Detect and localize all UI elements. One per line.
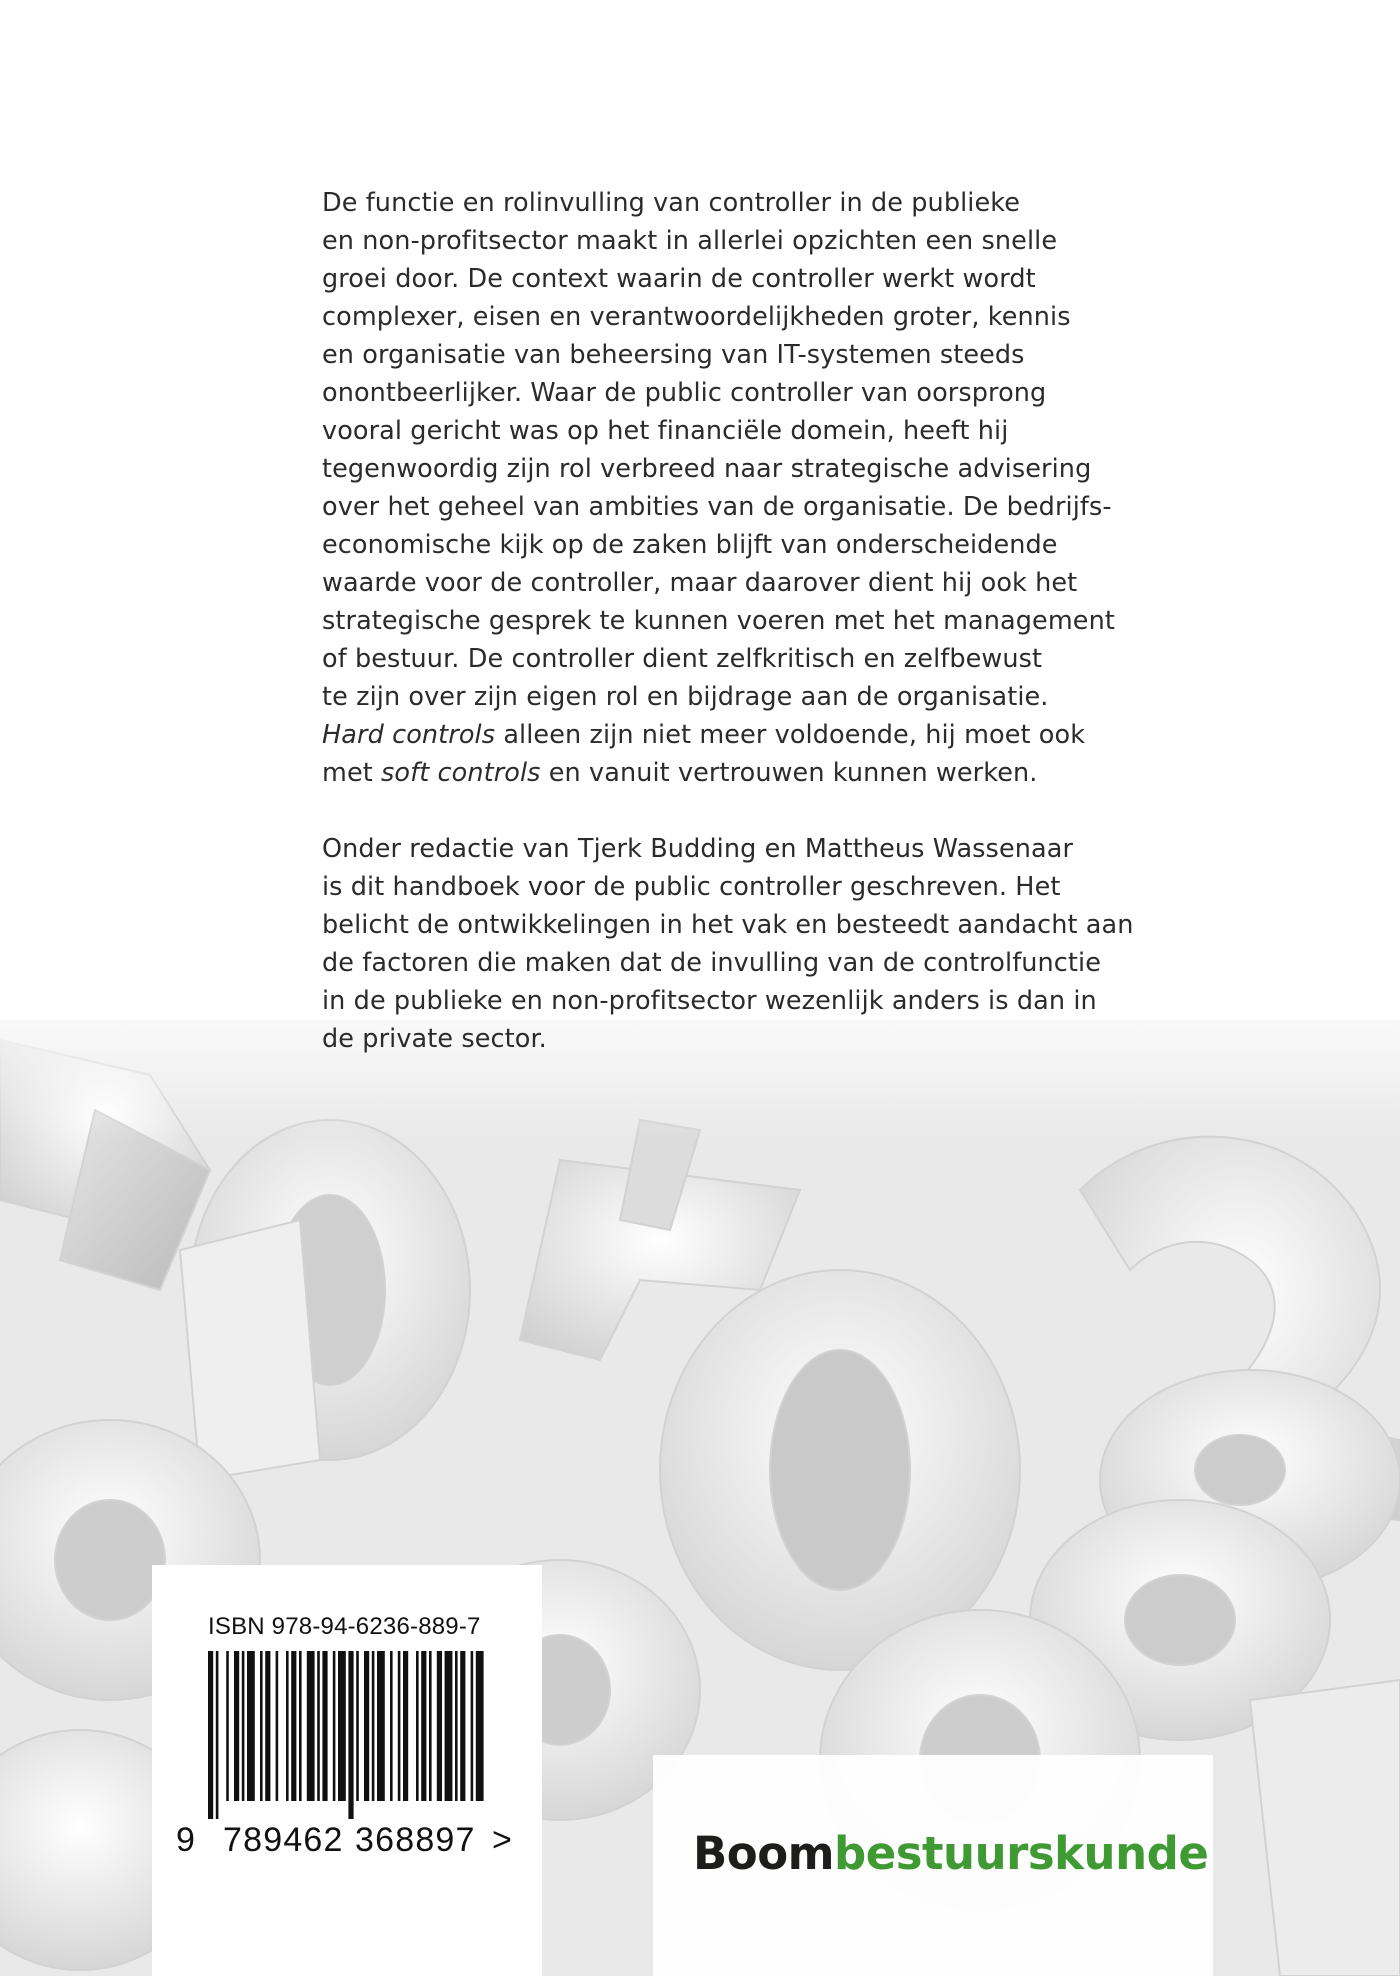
publisher-logo-bestuurskunde: bestuurskunde	[834, 1827, 1209, 1880]
blurb-line: economische kijk op de zaken blijft van onderscheidende	[322, 530, 1058, 560]
barcode-bar	[216, 1651, 219, 1819]
barcode-bar	[429, 1651, 432, 1801]
blurb-line: of bestuur. De controller dient zelfkritisch en zelfbewust	[322, 644, 1043, 674]
blurb-line: te zijn over zijn eigen rol en bijdrage aan de organisatie.	[322, 682, 1049, 712]
barcode-bar	[390, 1651, 393, 1801]
barcode-bar	[260, 1651, 263, 1801]
blurb-line: belicht de ontwikkelingen in het vak en besteedt aandacht aan	[322, 910, 1134, 940]
barcode-bar	[247, 1651, 255, 1801]
soft-controls-term: soft controls	[381, 758, 541, 788]
blurb-line: en organisatie van beheersing van IT-systemen steeds	[322, 340, 1025, 370]
barcode-bar	[291, 1651, 296, 1801]
isbn-label: ISBN 978-94-6236-889-7	[208, 1613, 481, 1640]
blurb-line: groei door. De context waarin de controller werkt wordt	[322, 264, 1036, 294]
barcode-bar	[307, 1651, 315, 1801]
blurb-line-text: met	[322, 758, 382, 788]
publisher-logo	[693, 1827, 1208, 1880]
barcode-first-digit: 9	[176, 1821, 197, 1859]
barcode-bar	[226, 1651, 229, 1801]
blurb-line: Onder redactie van Tjerk Budding en Mattheus Wassenaar	[322, 834, 1074, 864]
barcode-bar	[460, 1651, 465, 1801]
blurb-line: vooral gericht was op het financiële domein, heeft hij	[322, 416, 1009, 446]
barcode-bar	[421, 1651, 426, 1801]
barcode-icon	[208, 1651, 488, 1819]
barcode-bar	[398, 1651, 401, 1801]
blurb-line: onontbeerlijker. Waar de public controller van oorsprong	[322, 378, 1047, 408]
barcode-bar	[377, 1651, 385, 1801]
barcode-bar	[286, 1651, 289, 1801]
back-cover-blurb	[322, 184, 1182, 1096]
hard-controls-term: Hard controls	[322, 720, 496, 750]
blurb-line	[322, 716, 1182, 754]
barcode-bar	[338, 1651, 346, 1801]
blurb-line: de factoren die maken dat de invulling van de controlfunctie	[322, 948, 1101, 978]
barcode-bar	[322, 1651, 327, 1801]
barcode-bar	[416, 1651, 419, 1801]
publisher-logo-panel	[653, 1755, 1213, 1976]
barcode-bar	[364, 1651, 369, 1801]
blurb-line: strategische gesprek te kunnen voeren met het management	[322, 606, 1115, 636]
barcode-bar	[265, 1651, 270, 1801]
barcode-left-digits: 789462	[223, 1821, 344, 1859]
barcode-bar	[455, 1651, 458, 1801]
barcode-end-mark: >	[492, 1821, 514, 1859]
barcode-bar	[242, 1651, 245, 1801]
blurb-line: is dit handboek voor de public controller geschreven. Het	[322, 872, 1061, 902]
barcode-bar	[403, 1651, 408, 1801]
publisher-logo-boom: Boom	[693, 1827, 835, 1880]
blurb-paragraph-2	[322, 830, 1182, 1058]
blurb-line: waarde voor de controller, maar daarover dient hij ook het	[322, 568, 1078, 598]
barcode-bar	[471, 1651, 474, 1801]
barcode-bar	[317, 1651, 320, 1801]
barcode-bar	[476, 1651, 484, 1801]
barcode-bar	[437, 1651, 442, 1801]
barcode-bar	[234, 1651, 239, 1801]
blurb-line-text: en vanuit vertrouwen kunnen werken.	[540, 758, 1038, 788]
barcode-bar	[445, 1651, 453, 1801]
blurb-line: tegenwoordig zijn rol verbreed naar strategische advisering	[322, 454, 1092, 484]
isbn-barcode-panel	[152, 1565, 542, 1976]
barcode-bar	[356, 1651, 359, 1801]
blurb-line: complexer, eisen en verantwoordelijkheden groter, kennis	[322, 302, 1071, 332]
blurb-line: en non-profitsector maakt in allerlei opzichten een snelle	[322, 226, 1058, 256]
barcode-bar	[333, 1651, 336, 1801]
barcode-bar	[372, 1651, 375, 1801]
blurb-line: over het geheel van ambities van de organisatie. De bedrijfs-	[322, 492, 1112, 522]
barcode-bar	[299, 1651, 302, 1801]
blurb-line-text: alleen zijn niet meer voldoende, hij moet ook	[495, 720, 1086, 750]
blurb-line: in de publieke en non-profitsector wezenlijk anders is dan in	[322, 986, 1097, 1016]
blurb-paragraph-1	[322, 184, 1182, 792]
barcode-bar	[276, 1651, 279, 1801]
barcode-bar	[208, 1651, 213, 1819]
blurb-line: De functie en rolinvulling van controller in de publieke	[322, 188, 1021, 218]
barcode-right-digits: 368897	[355, 1821, 476, 1859]
blurb-line	[322, 754, 1182, 792]
barcode-bar	[348, 1651, 353, 1819]
blurb-line: de private sector.	[322, 1024, 547, 1054]
